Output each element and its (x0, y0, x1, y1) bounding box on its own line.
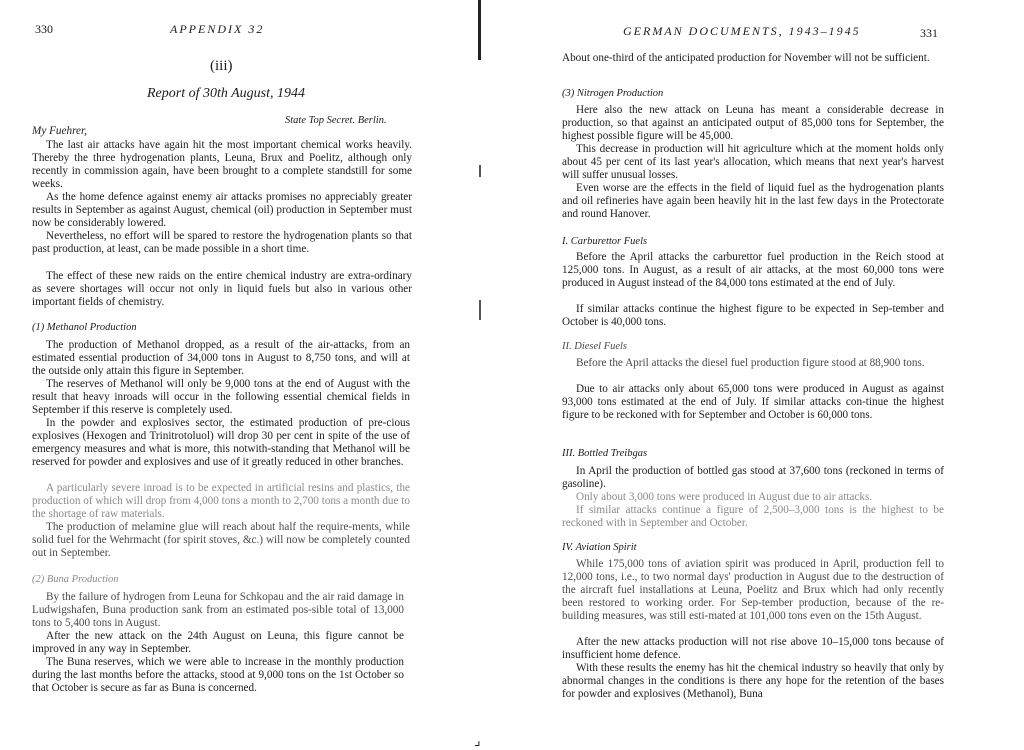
paragraph-artificial-resins: A particularly severe inroad is to be expected in artificial resins and plastics, the production of which will drop from 4,000 tons a month to 2,700 tons a month due to the shortage of raw materials. (32, 482, 410, 521)
paragraph-aviation-production: While 175,000 tons of aviation spirit was produced in April, production fell to 12,000 tons, i.e., to two normal days' production in August due to the destruction of the aircraft fuel installations at Leuna, Poelitz and Brux which had only recently been restored to working order. For Sep-tember production, because of the re-building measures, was still esti-mated at 101,000 tons even on the 15th August. (562, 558, 944, 623)
paragraph-buna-hydrogen-failure: By the failure of hydrogen from Leuna for Schkopau and the air raid damage in Ludwigshafen, Buna production sank from an estimated pos-sible total of 13,000 tons to 5,400 tons in August. (32, 591, 404, 630)
paragraph-diesel-april: Before the April attacks the diesel fuel production figure stood at 88,900 tons. (576, 357, 925, 369)
paragraph-methanol-reserves: The reserves of Methanol will only be 9,000 tons at the end of August with the result that heavy inroads will occur in the following essential chemical fields in September if this reserve is completely used. (32, 378, 410, 417)
paragraph-bottled-gas-forecast: If similar attacks continue a figure of 2,500–3,000 tons is the highest to be reckoned with in September and October. (562, 504, 944, 530)
paragraph-carburettor-forecast: If similar attacks continue the highest figure to be expected in Sep-tember and October is 40,000 tons. (562, 303, 944, 329)
report-title: Report of 30th August, 1944 (147, 86, 306, 101)
paragraph-bottled-gas-april: In April the production of bottled gas stood at 37,600 tons (reckoned in terms of gasoline). (562, 465, 944, 491)
paragraph-methanol-dropped: The production of Methanol dropped, as a result of the air-attacks, from an estimated essential production of 34,000 tons in August to 8,750 tons, and will at the outside only attain this figure in September. (32, 339, 410, 378)
paragraph-one-third: About one-third of the anticipated production for November will not be sufficient. (562, 52, 930, 64)
bottom-scan-mark: ⌟ (474, 734, 481, 749)
paragraph-effect-of-raids: The effect of these new raids on the entire chemical industry are extra-ordinary as severe shortages will occur not only in liquid fuels but also in various other important fields of chemistry. (32, 270, 412, 309)
heading-buna-production: (2) Buna Production (32, 574, 119, 585)
salutation: My Fuehrer, (32, 125, 87, 137)
left-page-number: 330 (35, 22, 53, 36)
paragraph-buna-new-attack: After the new attack on the 24th August on Leuna, this figure cannot be improved in any way in September. (32, 630, 404, 656)
paragraph-liquid-fuel: Even worse are the effects in the field of liquid fuel as the hydrogenation plants and oil refineries have again been heavily hit in the last few days in the Protectorate and round Hanover. (562, 182, 944, 221)
right-page (488, 0, 1024, 745)
paragraph-nitrogen-decrease: Here also the new attack on Leuna has meant a considerable decrease in production, so that against an anticipated output of 85,000 tons for September, the highest possible figure will be 45,000. (562, 104, 944, 143)
right-running-head: GERMAN DOCUMENTS, 1943–1945 (623, 24, 861, 38)
paragraph-carburettor-production: Before the April attacks the carburettor fuel production in the Reich stood at 125,000 tons. In August, as a result of air attacks, at the most 60,000 tons were produced in August instead of the 84,000 tons estimated at the end of July. (562, 251, 944, 290)
paragraph-bottled-gas-august: Only about 3,000 tons were produced in August due to air attacks. (576, 491, 873, 503)
gutter-mark (479, 300, 481, 320)
left-page (0, 0, 478, 745)
paragraph-buna-reserves: The Buna reserves, which we were able to increase in the monthly production during the last months before the attacks, stood at 9,000 tons on the 1st October so that October is secure as far as Buna is concerned. (32, 656, 404, 695)
left-running-head: APPENDIX 32 (170, 22, 265, 36)
paragraph-nevertheless: Nevertheless, no effort will be spared to restore the hydrogenation plants so that past production, at least, can be made possible in a short time. (32, 230, 412, 256)
paragraph-enemy-results: With these results the enemy has hit the chemical industry so heavily that only by abnormal changes in the conditions is there any hope for the retention of the bases for powder and explosives (Methanol), Buna (562, 662, 944, 701)
heading-methanol-production: (1) Methanol Production (32, 322, 137, 333)
heading-bottled-treibgas: III. Bottled Treibgas (562, 448, 648, 459)
paragraph-melamine-glue: The production of melamine glue will reach about half the require-ments, while solid fuel for the Wehrmacht (for spirit stoves, &c.) will now be completely counted out in September. (32, 521, 410, 560)
gutter-mark (479, 165, 481, 177)
heading-diesel-fuels: II. Diesel Fuels (562, 341, 628, 352)
paragraph-diesel-august: Due to air attacks only about 65,000 tons were produced in August as against 93,000 tons estimated at the end of July. If similar attacks con-tinue the highest figure to be reckoned with for September and October is 60,000 tons. (562, 383, 944, 422)
paragraph-powder-explosives: In the powder and explosives sector, the estimated production of pre-cious explosives (Hexogen and Trinitrotoluol) will drop 30 per cent in spite of the use of emergency measures and what is more, this notwith-standing that Methanol will be reserved for powder and explosives and use of it greatly reduced in other branches. (32, 417, 410, 469)
classification-line: State Top Secret. Berlin. (285, 115, 387, 126)
paragraph-agriculture: This decrease in production will hit agriculture which at the moment holds only about 45 per cent of its last year's allocation, which means that next year's harvest will suffer unusual losses. (562, 143, 944, 182)
paragraph-aviation-new-attacks: After the new attacks production will not rise above 10–15,000 tons because of insufficient home defence. (562, 636, 944, 662)
paragraph-home-defence: As the home defence against enemy air attacks promises no appreciably greater results in September as against August, chemical (oil) production in September must now be considerably lowered. (32, 191, 412, 230)
heading-carburettor-fuels: I. Carburettor Fuels (562, 236, 648, 247)
heading-aviation-spirit: IV. Aviation Spirit (562, 542, 637, 553)
paragraph-air-attacks: The last air attacks have again hit the most important chemical works heavily. Thereby the three hydrogenation plants, Leuna, Brux and Poelitz, although only recently in commission again, have been brought to a complete standstill for some weeks. (32, 139, 412, 191)
book-gutter-line (478, 0, 481, 60)
section-number: (iii) (210, 58, 233, 74)
heading-nitrogen-production: (3) Nitrogen Production (562, 88, 664, 99)
right-page-number: 331 (920, 26, 938, 40)
